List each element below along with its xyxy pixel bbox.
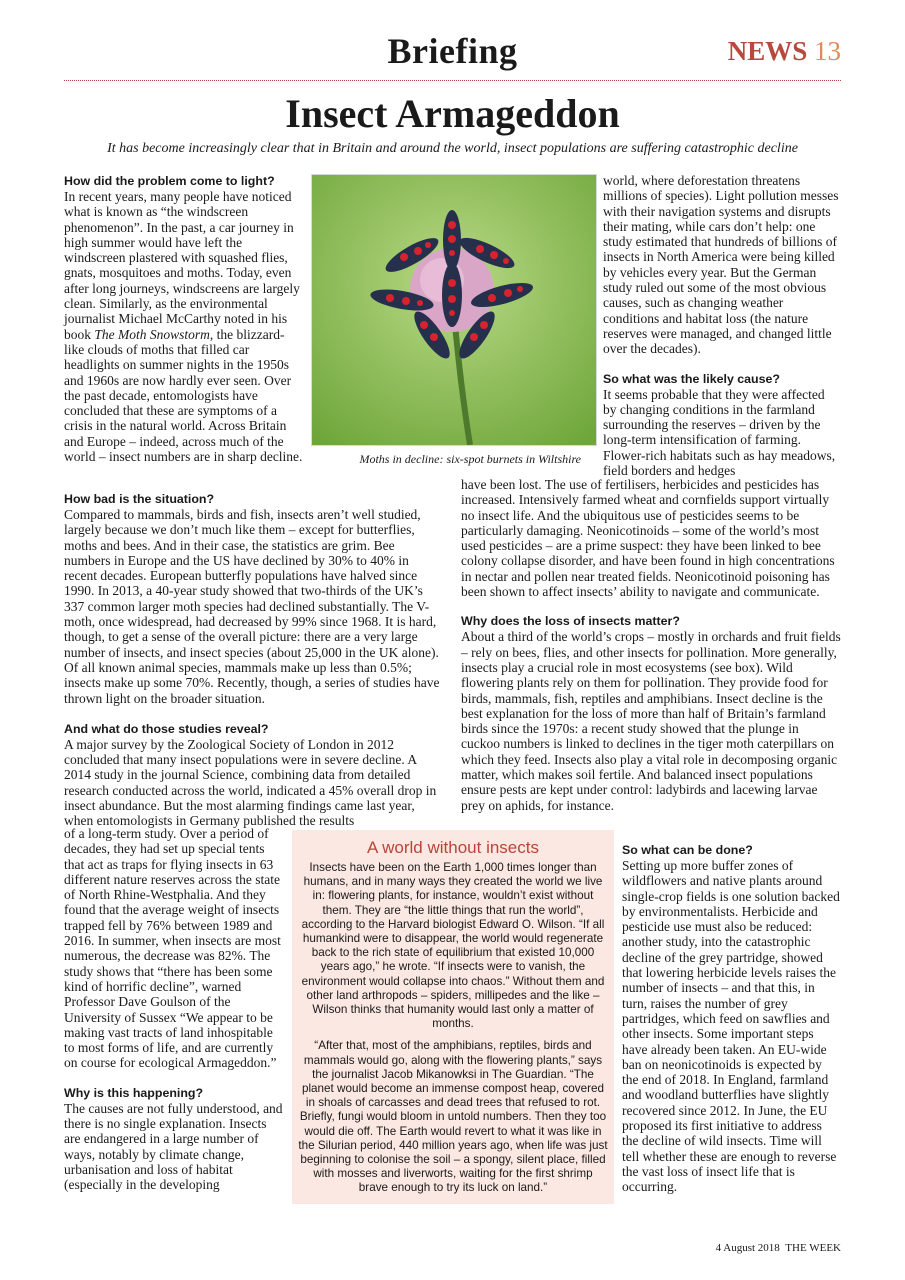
- sidebar-paragraph: “After that, most of the amphibians, reptiles, birds and mammals would go, along with the flowering plants,” says the journalist Jacob Mikanowksi in The Guardian. “The planet would become an immense compost heap, covered in shoals of carcasses and dead trees that refused to rot. Briefly, fungi would bloom in untold numbers. Then they too would die off. The Earth would revert to what it was like in the Silurian period, 440 million years ago, when life was just beginning to colonise the soil – a spongy, silent place, filled with mosses and liverworts, waiting for the first shrimp brave enough to try its luck on land.”: [298, 1039, 608, 1195]
- sidebar-box: [292, 830, 614, 1204]
- publication-name: THE WEEK: [785, 1242, 841, 1254]
- moth-photo: [311, 174, 597, 446]
- question-heading: Why does the loss of insects matter?: [461, 614, 680, 629]
- section-q1: [64, 173, 304, 464]
- footer-date: [716, 1242, 841, 1254]
- section-q5-q6: [461, 477, 841, 813]
- section-right-top: [603, 173, 841, 478]
- question-heading: How did the problem come to light?: [64, 174, 275, 188]
- article-paragraph: About a third of the world’s crops – mostly in orchards and fruit fields – rely on bees, flies, and other insects for pollination. More generally, insects play a crucial role in most ecosystems (see box). Wild flowering plants rely on them for pollination. They provide food for birds, mammals, fish, reptiles and amphibians. Insect decline is the best explanation for the loss of more than half of Britain’s farmland birds since the 1970s: a recent study showed that the plunge in cuckoo numbers is linked to declines in the tiger moth caterpillars on which they feed. Insects also play a vital role in decomposing organic matter, which makes soil fertile. And balanced insect populations ensure pests are kept under control: ladybirds and lacewing larvae prey on aphids, for instance.: [461, 629, 841, 813]
- section-q2-q3: [64, 491, 444, 829]
- section-header: [64, 28, 841, 81]
- article-paragraph: A major survey by the Zoological Society of London in 2012 concluded that many insect populations were in severe decline. A 2014 study in the journal Science, combining data from detailed research conducted across the world, indicated a 45% overall drop in insect abundance. But the most alarming findings came last year, when entomologists in Germany published the results: [64, 736, 437, 829]
- section-q3-q4: [64, 826, 286, 1193]
- news-page-label: [728, 36, 841, 67]
- article-paragraph: Setting up more buffer zones of wildflowers and native plants around single-crop fields is one solution backed by environmentalists. Herbicide and pesticide use must also be reduced: another study, into the catastrophic decline of the grey partridge, showed that lowering herbicide levels raises the number of insects – and that this, in turn, raises the number of grey partridges, which feed on sawflies and other insects. Some important steps have already been taken. An EU-wide ban on neonicotinoids is expected by the end of 2018. In England, farmland and woodland butterflies have slightly recovered since 2012. In June, the EU proposed its first initiative to address the decline of wild insects. Time will tell whether these are enough to reverse the vast loss of insect life that is occurring.: [622, 858, 840, 1195]
- article-paragraph: Compared to mammals, birds and fish, insects aren’t well studied, largely because we don’t much like them – except for butterflies, moths and bees. And in their case, the statistics are grim. Bee numbers in Europe and the US have declined by 30% to 40% in recent decades. European butterfly populations have halved since 1990. In 2013, a 40-year study showed that two-thirds of the UK’s 337 common larger moth species had declined substantially. The V-moth, once widespread, had decreased by 99% since 1968. It is hard, though, to get a sense of the overall picture: there are a very large number of insects, and insect species (about 25,000 in the UK alone). Of all known animal species, mammals make up less than 0.5%; insects make up some 70%. Recently, though, a series of studies have thrown light on the broader situation.: [64, 507, 440, 706]
- article-paragraph: of a long-term study. Over a period of decades, they had set up special tents that act as traps for flying insects in 63 different nature reserves across the state of North Rhine-Westphalia. And they found that the average weight of insects trapped fell by 76% between 1989 and 2016. In summer, when insects are most numerous, the decrease was 82%. The study shows that “there has been some kind of horrific decline”, warned Professor Dave Goulson of the University of Sussex “We appear to be making vast tracts of land inhospitable to most forms of life, and are currently on course for ecological Armageddon.”: [64, 826, 281, 1071]
- headline: Insect Armageddon: [285, 91, 620, 136]
- standfirst: It has become increasingly clear that in Britain and around the world, insect populations are suffering catastrophic decline: [107, 141, 798, 156]
- book-title: The Moth Snowstorm: [94, 326, 210, 342]
- article-paragraph: In recent years, many people have noticed what is known as “the windscreen phenomenon”. In the past, a car journey in high summer would have left the windscreen plastered with squashed flies, gnats, mosquitoes and moths. Today, even after long journeys, windscreens are largely clean. Similarly, as the environmental journalist Michael McCarthy noted in his book The Moth Snowstorm, the blizzard-like clouds of moths that filled car headlights on summer nights in the 1950s and 1960s are now hardly ever seen. Over the past decade, entomologists have concluded that these are symptoms of a crisis in the natural world. Across Britain and Europe – indeed, across much of the world – insect numbers are in sharp decline.: [64, 189, 303, 465]
- section-title: Briefing: [387, 31, 518, 71]
- sidebar-paragraph: Insects have been on the Earth 1,000 times longer than humans, and in many ways they created the world we live in: flowering plants, for instance, wouldn’t exist without them. They are “the little things that run the world”, according to the Harvard biologist Edward O. Wilson. “If all humankind were to disappear, the world would regenerate back to the rich state of equilibrium that existed 10,000 years ago,” he wrote. “If insects were to vanish, the environment would collapse into chaos.” Without them and other land arthropods – spiders, millipedes and the like – Wilson thinks that humanity would last only a matter of months.: [301, 861, 605, 1031]
- issue-date: 4 August 2018: [715, 1242, 780, 1254]
- moth-photo-illustration: [312, 175, 596, 445]
- page-number: 13: [814, 36, 841, 66]
- question-heading: So what was the likely cause?: [603, 371, 780, 386]
- question-heading: Why is this happening?: [64, 1085, 204, 1100]
- sidebar-title: A world without insects: [367, 838, 539, 857]
- question-heading: So what can be done?: [622, 843, 753, 857]
- news-label: NEWS: [727, 36, 808, 66]
- article-paragraph: It seems probable that they were affected by changing conditions in the farmland surrounding the reserves – driven by the long-term intensification of farming. Flower-rich habitats such as hay meadows, field borders and hedges: [603, 386, 836, 479]
- photo-caption: Moths in decline: six-spot burnets in Wiltshire: [359, 452, 581, 466]
- article-paragraph: world, where deforestation threatens millions of species). Light pollution messes with their navigation systems and disrupts their mating, while cars don’t help: one study estimated that hundreds of billions of insects in North America were being killed by vehicles every year. But the German study ruled out some of the most obvious causes, such as changing weather conditions and habitat loss (the nature reserves were managed, and changed little over the decades).: [603, 173, 839, 357]
- article-paragraph: have been lost. The use of fertilisers, herbicides and pesticides has increased. Intensively farmed wheat and cornfields support virtually no insect life. And the ubiquitous use of pesticides seems to be particularly damaging. Neonicotinoids – some of the world’s most used pesticides – are a prime suspect: they have been linked to bee colony collapse disorder, and have been found in high concentrations in nectar and pollen near treated fields. Neonicotinoid poisoning has been shown to affect insects’ ability to navigate and communicate.: [461, 477, 835, 600]
- article-paragraph: The causes are not fully understood, and there is no single explanation. Insects are endangered in a large number of ways, notably by climate change, urbanisation and loss of habitat (especially in the developing: [64, 1100, 283, 1193]
- question-heading: How bad is the situation?: [64, 492, 215, 506]
- section-q7: [622, 842, 841, 1195]
- question-heading: And what do those studies reveal?: [64, 721, 269, 736]
